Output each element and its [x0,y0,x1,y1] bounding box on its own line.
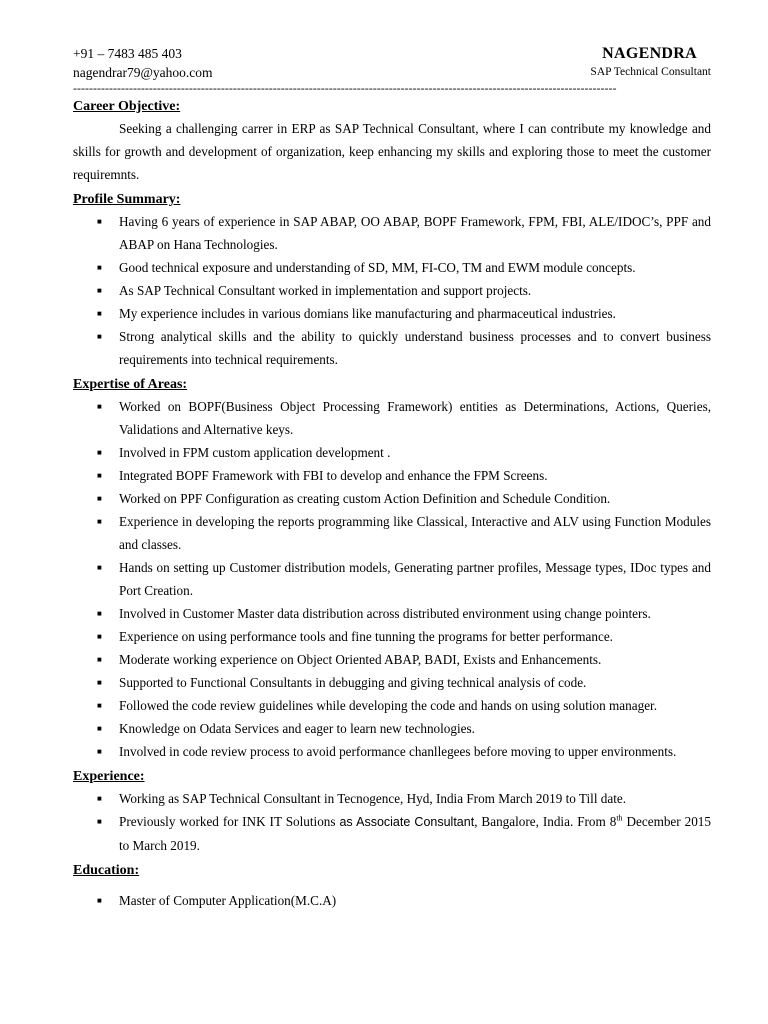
profile-summary-list [73,210,711,371]
profile-summary-heading: Profile Summary: [73,192,181,207]
list-item: ■ Involved in FPM custom application development . [73,441,711,464]
list-item: ■ Integrated BOPF Framework with FBI to develop and enhance the FPM Screens. [73,464,711,487]
experience-heading: Experience: [73,769,145,784]
bullet-icon: ■ [97,632,102,641]
email-address: nagendrar79@yahoo.com [73,65,213,80]
expertise-list [73,395,711,763]
candidate-role: SAP Technical Consultant [590,66,711,78]
list-item: ■ Involved in code review process to avoid performance chanllegees before moving to upper environments. [73,740,711,763]
education-list [73,889,711,912]
list-item: ■ Experience in developing the reports programming like Classical, Interactive and ALV using Function Modules and classes. [73,510,711,556]
bullet-icon: ■ [97,678,102,687]
bullet-icon: ■ [97,309,102,318]
bullet-icon: ■ [97,448,102,457]
list-item: ■ Previously worked for INK IT Solutions as Associate Consultant, Bangalore, India. From 8th December 2015 to March 2019. [73,810,711,857]
education-heading: Education: [73,863,140,878]
list-item: ■ Working as SAP Technical Consultant in Tecnogence, Hyd, India From March 2019 to Till date. [73,787,711,810]
list-item: ■ Master of Computer Application(M.C.A) [73,889,711,912]
experience-list [73,787,711,857]
bullet-icon: ■ [97,494,102,503]
list-item: ■ Followed the code review guidelines while developing the code and hands on using solution manager. [73,694,711,717]
bullet-icon: ■ [97,655,102,664]
career-objective-text: Seeking a challenging carrer in ERP as SAP Technical Consultant, where I can contribute my knowledge and skills for growth and development of organization, keep enhancing my skills and exploring those to meet the customer requiremnts. [73,121,711,182]
list-item: ■ Involved in Customer Master data distribution across distributed environment using change pointers. [73,602,711,625]
expertise-heading: Expertise of Areas: [73,377,188,392]
header-divider: ---------------------------------------------------------------------------------------------------------------------------------------- [73,83,617,93]
bullet-icon: ■ [97,402,102,411]
list-item: ■ Strong analytical skills and the ability to quickly understand business processes and to convert business requirements into technical requirements. [73,325,711,371]
bullet-icon: ■ [97,517,102,526]
bullet-icon: ■ [97,747,102,756]
contact-info [73,44,213,82]
career-objective-heading: Career Objective: [73,99,181,114]
bullet-icon: ■ [97,217,102,226]
bullet-icon: ■ [97,286,102,295]
list-item: ■ As SAP Technical Consultant worked in implementation and support projects. [73,279,711,302]
bullet-icon: ■ [97,701,102,710]
bullet-icon: ■ [97,263,102,272]
resume-header [73,44,711,82]
bullet-icon: ■ [97,724,102,733]
list-item: ■ Hands on setting up Customer distribution models, Generating partner profiles, Message types, IDoc types and Port Creation. [73,556,711,602]
phone-number: +91 – 7483 485 403 [73,46,182,61]
bullet-icon: ■ [97,896,102,905]
bullet-icon: ■ [97,332,102,341]
list-item: ■ Moderate working experience on Object Oriented ABAP, BADI, Exists and Enhancements. [73,648,711,671]
bullet-icon: ■ [97,563,102,572]
identity-block [590,44,711,81]
list-item: ■ My experience includes in various domians like manufacturing and pharmaceutical industries. [73,302,711,325]
list-item: ■ Having 6 years of experience in SAP ABAP, OO ABAP, BOPF Framework, FPM, FBI, ALE/IDOC’s, PPF and ABAP on Hana Technologies. [73,210,711,256]
list-item: ■ Worked on PPF Configuration as creating custom Action Definition and Schedule Condition. [73,487,711,510]
resume-page [73,44,711,912]
list-item: ■ Experience on using performance tools and fine tunning the programs for better performance. [73,625,711,648]
bullet-icon: ■ [97,817,102,826]
bullet-icon: ■ [97,794,102,803]
list-item: ■ Supported to Functional Consultants in debugging and giving technical analysis of code. [73,671,711,694]
list-item: ■ Knowledge on Odata Services and eager to learn new technologies. [73,717,711,740]
list-item: ■ Good technical exposure and understanding of SD, MM, FI-CO, TM and EWM module concepts. [73,256,711,279]
candidate-name: NAGENDRA [602,45,697,62]
bullet-icon: ■ [97,609,102,618]
list-item: ■ Worked on BOPF(Business Object Processing Framework) entities as Determinations, Actions, Queries, Validations and Alternative keys. [73,395,711,441]
bullet-icon: ■ [97,471,102,480]
